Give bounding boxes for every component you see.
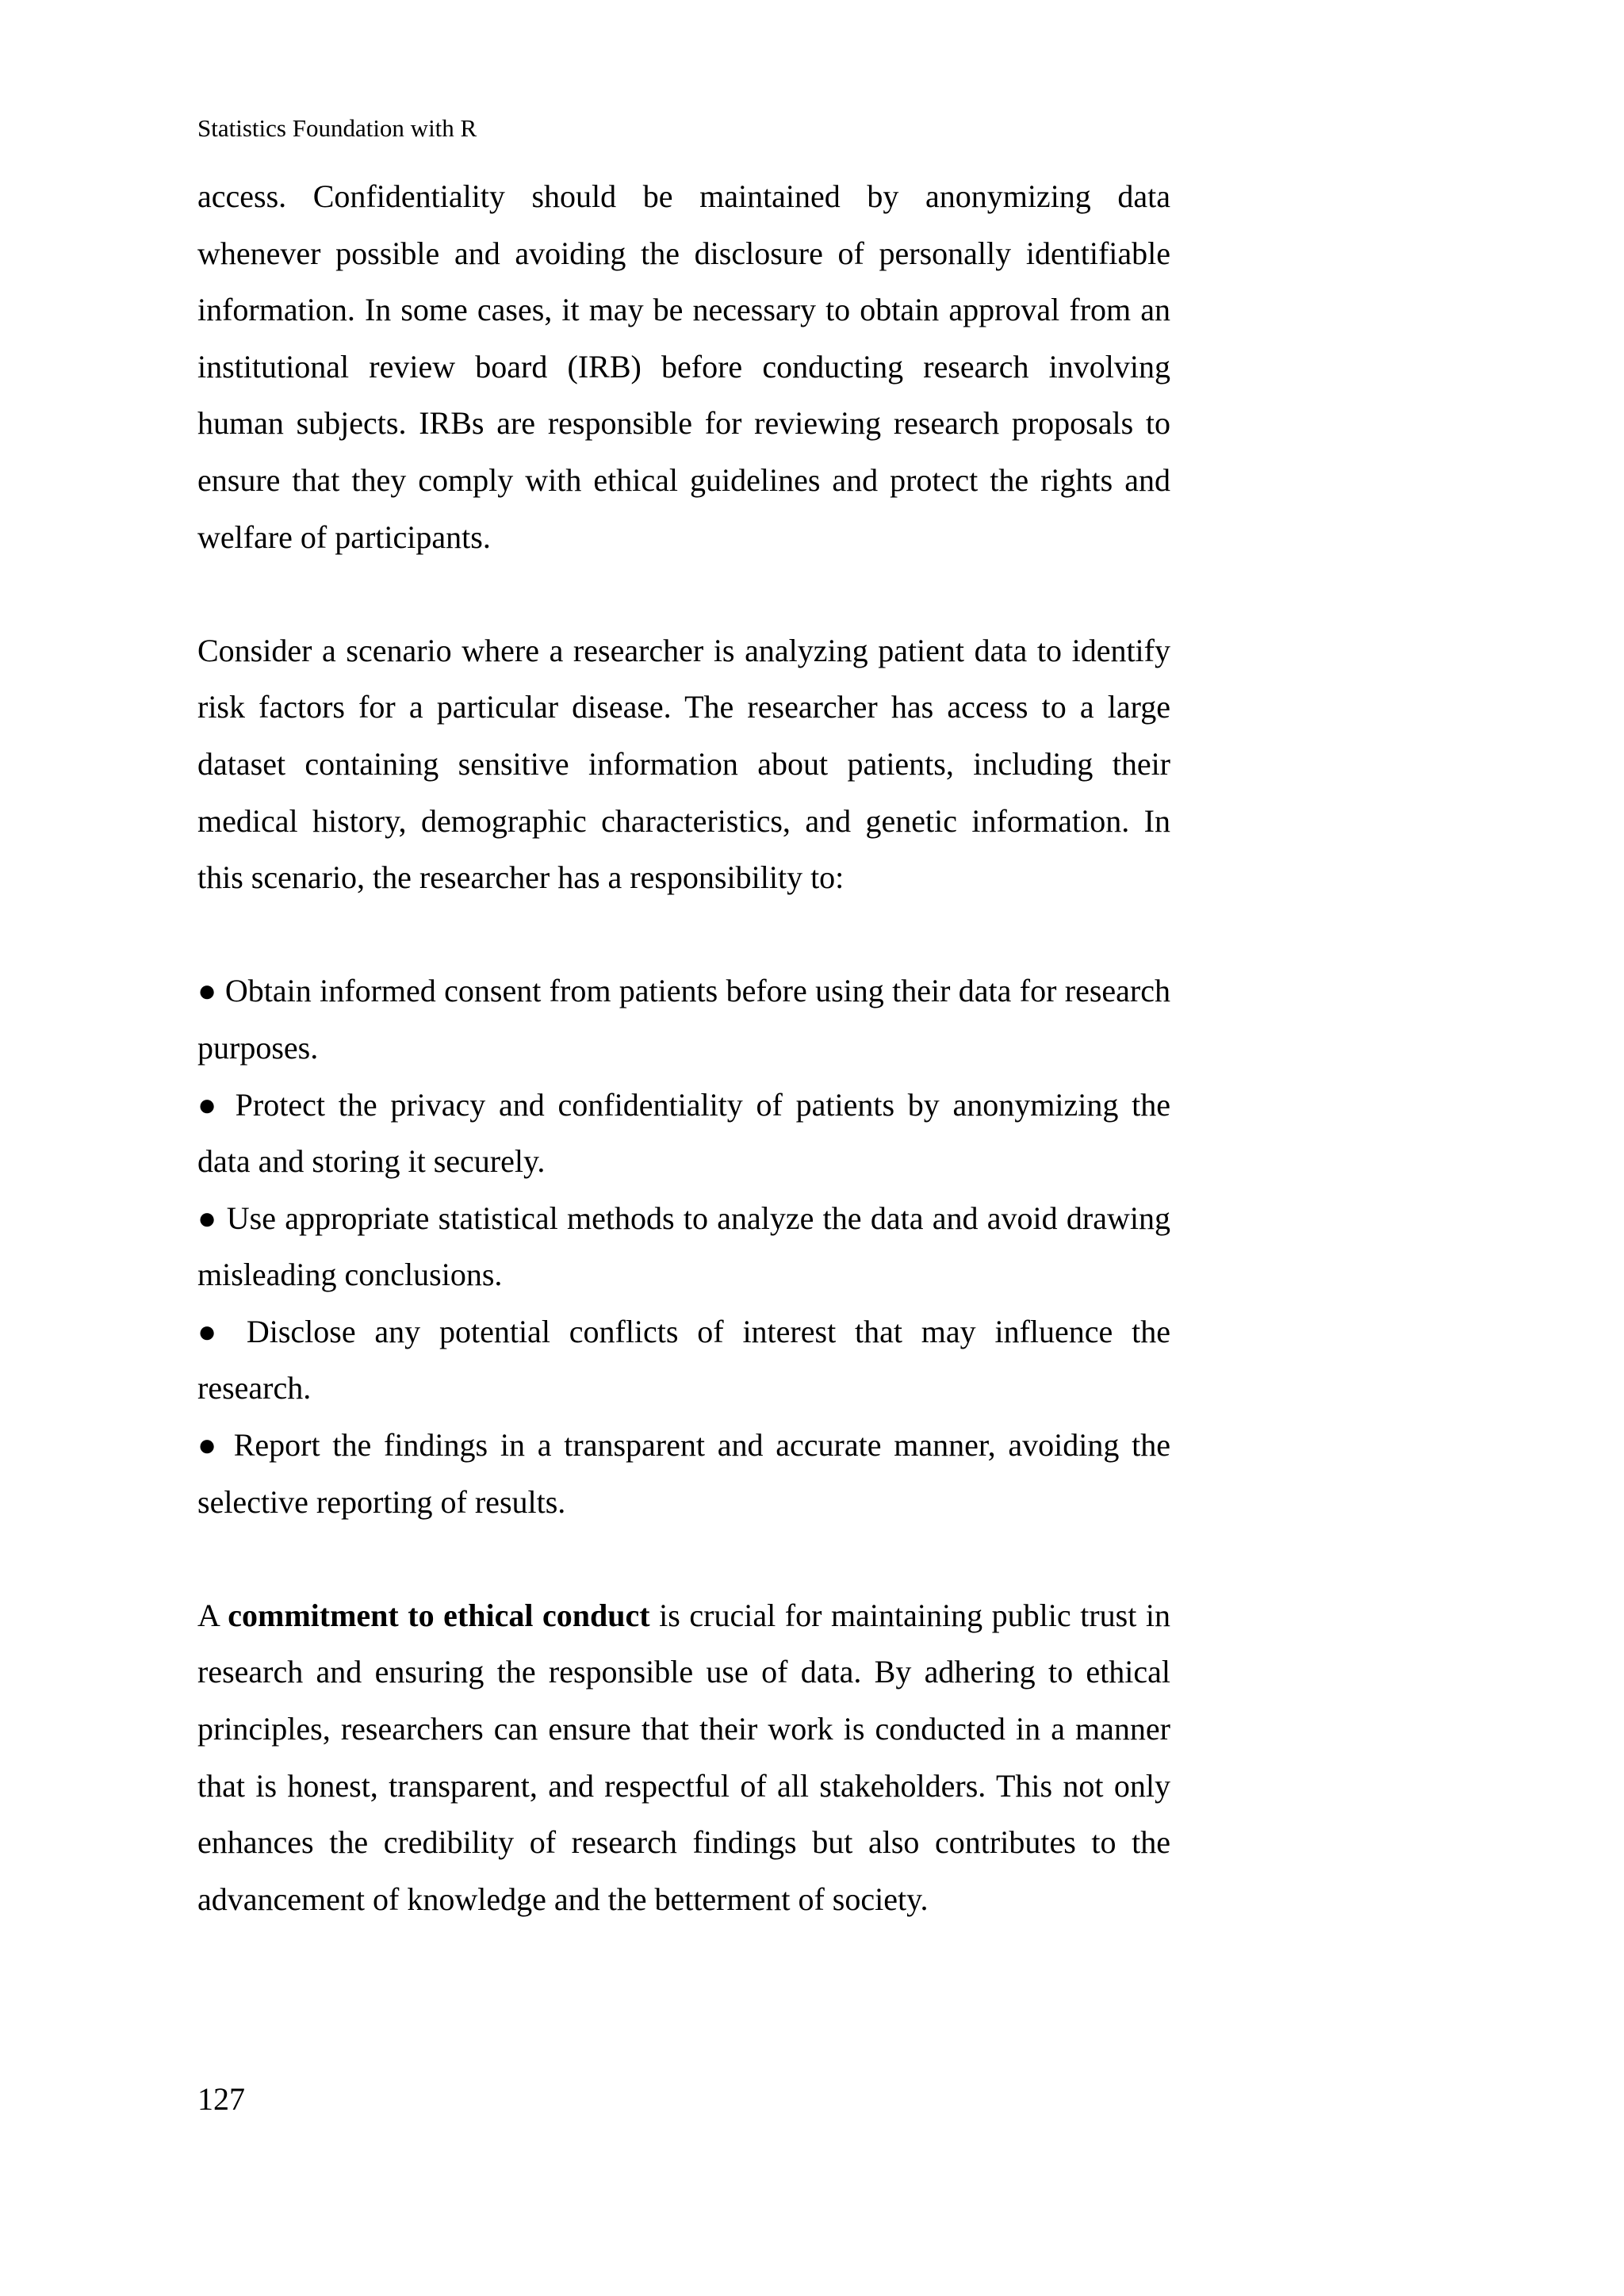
- paragraph-spacer: [197, 565, 1170, 622]
- list-item: [197, 1417, 1170, 1530]
- page-number: 127: [197, 2081, 245, 2117]
- paragraph-spacer: [197, 906, 1170, 963]
- bullet-icon: ●: [197, 1427, 221, 1464]
- running-header: Statistics Foundation with R: [197, 114, 477, 142]
- bullet-icon: ●: [197, 1086, 222, 1123]
- list-item: [197, 1303, 1170, 1417]
- paragraph-scenario: Consider a scenario where a researcher is analyzing patient data to identify risk factors for a particular disease. The researcher has access to a large dataset containing sensitive information about patients, including their medical history, demographic characteristics, and genetic information. In this scenario, the researcher has a responsibility to:: [197, 632, 1170, 896]
- paragraph-body-text: is crucial for maintaining public trust in research and ensuring the responsible use of data. By adhering to ethical principles, researchers can ensure that their work is conducted in a manner that is honest, transparent, and respectful of all stakeholders. This not only enhances the credibility of research findings but also contributes to the advancement of knowledge and the betterment of society.: [197, 1597, 1170, 1917]
- paragraph-lead-text: A: [197, 1597, 228, 1633]
- list-item: [197, 1190, 1170, 1303]
- list-item-text: Disclose any potential conflicts of interest that may influence the research.: [197, 1313, 1170, 1406]
- list-item: [197, 1077, 1170, 1190]
- body-text: [197, 168, 1170, 1927]
- bullet-icon: ●: [197, 1200, 218, 1236]
- paragraph-confidentiality: access. Confidentiality should be maintained by anonymizing data whenever possible and avoiding the disclosure of personally identifiable information. In some cases, it may be necessary to obtain approval from an institutional review board (IRB) before conducting research involving human subjects. IRBs are responsible for reviewing research proposals to ensure that they comply with ethical guidelines and protect the rights and welfare of participants.: [197, 178, 1170, 555]
- responsibility-list: [197, 962, 1170, 1530]
- list-item-text: Obtain informed consent from patients before using their data for research purposes.: [197, 973, 1170, 1066]
- list-item: [197, 962, 1170, 1076]
- bullet-icon: ●: [197, 1313, 228, 1349]
- list-item-text: Use appropriate statistical methods to analyze the data and avoid drawing misleading conclusions.: [197, 1200, 1170, 1293]
- paragraph-ethical-conduct: [197, 1587, 1170, 1928]
- paragraph-spacer: [197, 1530, 1170, 1587]
- bullet-icon: ●: [197, 973, 217, 1009]
- emphasis-text: commitment to ethical conduct: [228, 1597, 650, 1633]
- list-item-text: Protect the privacy and confidentiality of patients by anonymizing the data and storing it securely.: [197, 1086, 1170, 1180]
- list-item-text: Report the findings in a transparent and accurate manner, avoiding the selective reporting of results.: [197, 1427, 1170, 1520]
